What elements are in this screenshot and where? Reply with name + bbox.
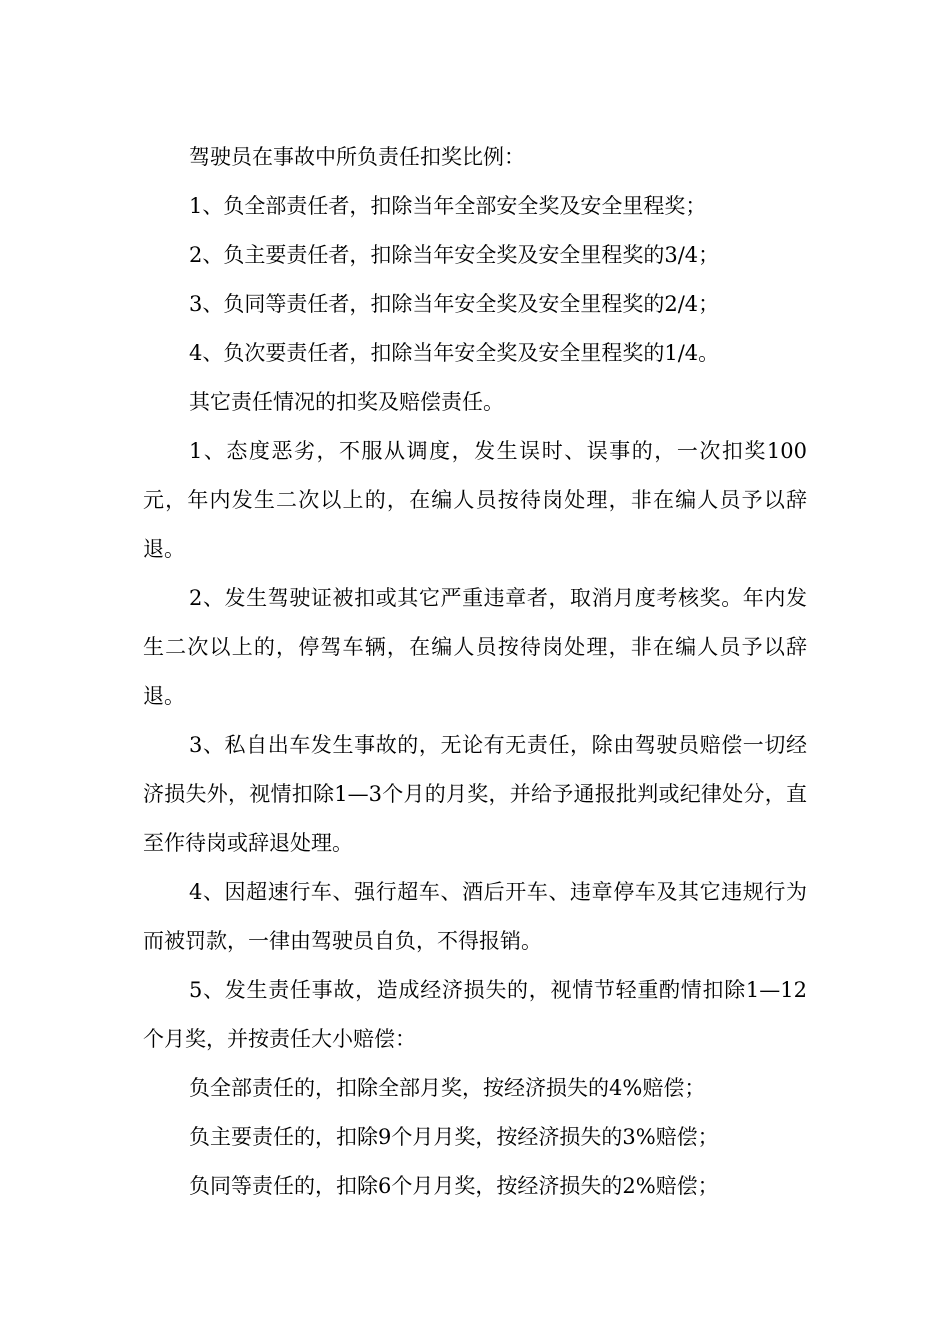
heading-other-responsibility: 其它责任情况的扣奖及赔偿责任。	[189, 390, 504, 414]
rule-license-violation: 2、发生驾驶证被扣或其它严重违章者，取消月度考核奖。年内发生二次以上的，停驾车辆，在编人员按待岗处理，非在编人员予以辞退。	[143, 586, 807, 708]
compensation-full: 负全部责任的，扣除全部月奖，按经济损失的4%赔偿；	[189, 1076, 706, 1100]
rule-bad-attitude: 1、态度恶劣，不服从调度，发生误时、误事的，一次扣奖100元，年内发生二次以上的，在编人员按待岗处理，非在编人员予以辞退。	[143, 439, 807, 561]
rule-main-responsibility: 2、负主要责任者，扣除当年安全奖及安全里程奖的3/4；	[189, 243, 720, 267]
compensation-main: 负主要责任的，扣除9个月月奖，按经济损失的3%赔偿；	[189, 1125, 719, 1149]
compensation-equal: 负同等责任的，扣除6个月月奖，按经济损失的2%赔偿；	[189, 1174, 719, 1198]
rule-secondary-responsibility: 4、负次要责任者，扣除当年安全奖及安全里程奖的1/4。	[189, 341, 720, 365]
document-body	[143, 133, 807, 1211]
rule-full-responsibility: 1、负全部责任者，扣除当年全部安全奖及安全里程奖；	[189, 194, 707, 218]
heading-accident-deduction-ratio: 驾驶员在事故中所负责任扣奖比例：	[189, 145, 525, 169]
rule-liability-accident: 5、发生责任事故，造成经济损失的，视情节轻重酌情扣除1—12个月奖，并按责任大小赔偿：	[143, 978, 807, 1051]
rule-unauthorized-trip: 3、私自出车发生事故的，无论有无责任，除由驾驶员赔偿一切经济损失外，视情扣除1—3个月的月奖，并给予通报批判或纪律处分，直至作待岗或辞退处理。	[143, 733, 807, 855]
rule-equal-responsibility: 3、负同等责任者，扣除当年安全奖及安全里程奖的2/4；	[189, 292, 720, 316]
rule-traffic-fines: 4、因超速行车、强行超车、酒后开车、违章停车及其它违规行为而被罚款，一律由驾驶员自负，不得报销。	[143, 880, 807, 953]
